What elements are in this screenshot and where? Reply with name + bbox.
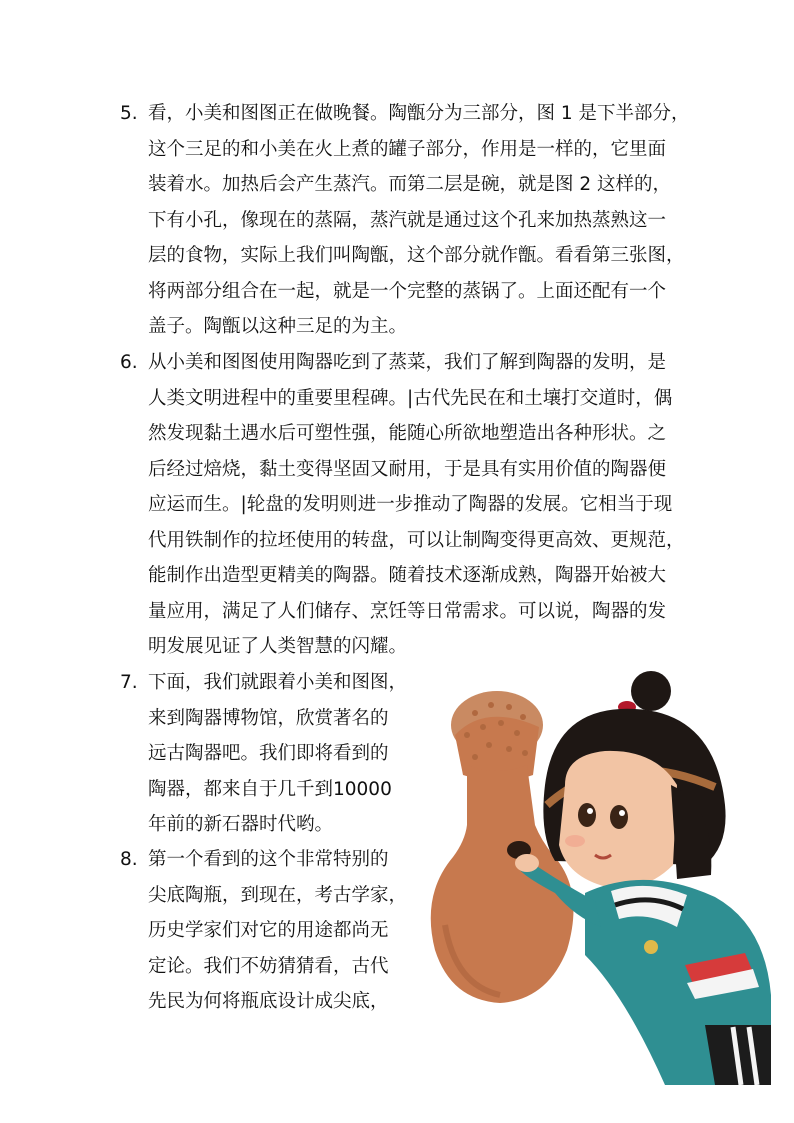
text-line: 装着水。加热后会产生蒸汽。而第二层是碗，就是图 2 这样的， (148, 174, 672, 195)
text-line: 量应用，满足了人们储存、烹饪等日常需求。可以说，陶器的发 (148, 600, 667, 622)
text-line: 这个三足的和小美在火上煮的罐子部分，作用是一样的，它里面 (148, 138, 667, 160)
girl-figure (515, 671, 771, 1085)
text-line: 能制作出造型更精美的陶器。随着技术逐渐成熟，陶器开始被大 (148, 565, 667, 586)
text-line: 历史学家们对它的用途都尚无 (148, 920, 389, 941)
text-line: 下有小孔，像现在的蒸隔，蒸汽就是通过这个孔来加热蒸熟这一 (148, 209, 667, 231)
item-number: 5. (120, 103, 138, 124)
item-text (148, 96, 690, 345)
item-number: 7. (120, 672, 138, 693)
text-line: 然发现黏土遇水后可塑性强，能随心所欲地塑造出各种形状。之 (148, 423, 667, 444)
item-text (148, 665, 407, 843)
text-line: 看，小美和图图正在做晚餐。陶甑分为三部分，图 1 是下半部分， (148, 103, 690, 124)
text-line: 尖底陶瓶，到现在，考古学家， (148, 884, 408, 906)
item-number: 8. (120, 849, 138, 870)
illustration-graphic (415, 665, 794, 1085)
text-line: 明发展见证了人类智慧的闪耀。 (148, 636, 408, 657)
item-text (148, 842, 407, 1020)
text-line: 层的食物，实际上我们叫陶甑，这个部分就作甑。看看第三张图， (148, 245, 685, 266)
text-line: 第一个看到的这个非常特别的 (148, 849, 389, 870)
text-line: 代用铁制作的拉坯使用的转盘，可以让制陶变得更高效、更规范， (148, 529, 685, 551)
text-line: 定论。我们不妨猜猜看，古代 (148, 955, 389, 977)
item-number: 6. (120, 352, 138, 373)
item-text (148, 345, 685, 665)
text-line: 人类文明进程中的重要里程碑。|古代先民在和土壤打交道时，偶 (148, 387, 673, 409)
text-line: 将两部分组合在一起，就是一个完整的蒸锅了。上面还配有一个 (148, 280, 667, 302)
text-line: 年前的新石器时代哟。 (148, 814, 334, 835)
text-line: 应运而生。|轮盘的发明则进一步推动了陶器的发展。它相当于现 (148, 494, 673, 515)
text-line: 从小美和图图使用陶器吃到了蒸菜，我们了解到陶器的发明，是 (148, 352, 667, 373)
text-line: 陶器，都来自于几千到10000 (148, 778, 392, 800)
text-line: 盖子。陶甑以这种三足的为主。 (148, 316, 408, 337)
text-line: 先民为何将瓶底设计成尖底， (148, 991, 389, 1012)
girl-with-pottery-illustration (415, 665, 794, 1085)
text-line: 后经过焙烧，黏土变得坚固又耐用，于是具有实用价值的陶器便 (148, 458, 667, 480)
text-line: 来到陶器博物馆，欣赏著名的 (148, 707, 389, 729)
text-line: 远古陶器吧。我们即将看到的 (148, 743, 389, 764)
text-line: 下面，我们就跟着小美和图图， (148, 672, 408, 693)
